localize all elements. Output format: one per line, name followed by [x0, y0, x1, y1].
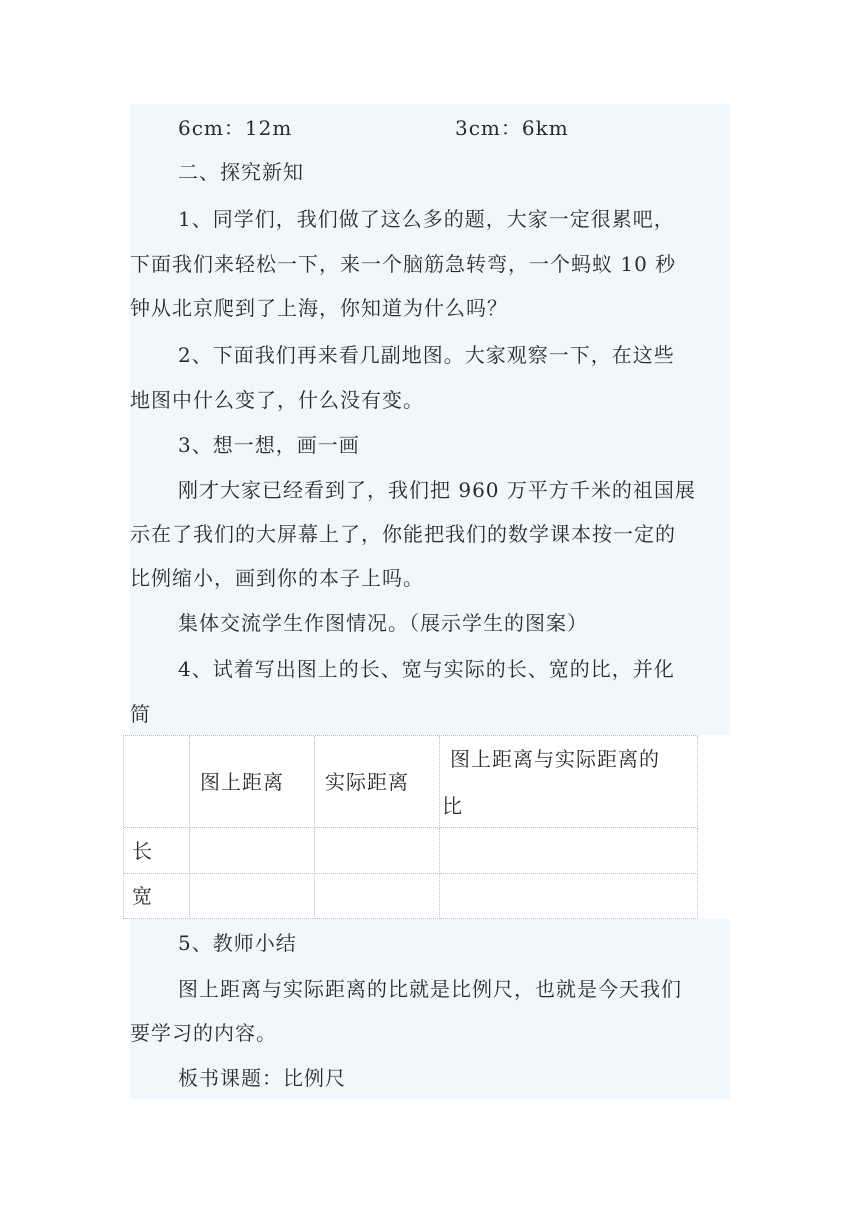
- table-header-ratio: 图上距离与实际距离的 比: [440, 736, 698, 828]
- table-header-actual-distance: 实际距离: [315, 736, 440, 828]
- paragraph-2-line-2: 地图中什么变了，什么没有变。: [130, 388, 424, 412]
- paragraph-6-line-2: 简: [130, 702, 151, 726]
- paragraph-1-line-2: 下面我们来轻松一下，来一个脑筋急转弯，一个蚂蚁 10 秒: [130, 252, 677, 276]
- table-cell: [190, 828, 315, 874]
- text-block-bottom: [130, 919, 730, 1099]
- paragraph-5: 集体交流学生作图情况。（展示学生的图案）: [178, 611, 588, 635]
- paragraph-2-line-1: 2、下面我们再来看几副地图。大家观察一下，在这些: [178, 343, 675, 367]
- paragraph-1-line-1: 1、同学们，我们做了这么多的题，大家一定很累吧，: [178, 207, 675, 231]
- ratio-left: 6cm：12m: [178, 116, 293, 140]
- paragraph-4-line-2: 示在了我们的大屏幕上了，你能把我们的数学课本按一定的: [130, 522, 676, 546]
- paragraph-1-line-3: 钟从北京爬到了上海，你知道为什么吗？: [130, 296, 508, 320]
- paragraph-8-line-2: 要学习的内容。: [130, 1021, 277, 1045]
- section-heading: 二、探究新知: [178, 160, 304, 184]
- table-row-label-length: 长: [124, 828, 190, 874]
- paragraph-6-line-1: 4、试着写出图上的长、宽与实际的长、宽的比，并化: [178, 657, 675, 681]
- paragraph-7: 5、教师小结: [178, 931, 297, 955]
- table-header-empty: [124, 736, 190, 828]
- paragraph-4-line-1: 刚才大家已经看到了，我们把 960 万平方千米的祖国展: [178, 478, 696, 502]
- paragraph-8-line-1: 图上距离与实际距离的比就是比例尺，也就是今天我们: [178, 977, 682, 1001]
- ratio-right: 3cm：6km: [455, 116, 569, 140]
- paragraph-9: 板书课题：比例尺: [178, 1066, 346, 1090]
- text-block-top: [130, 104, 730, 735]
- paragraph-3: 3、想一想，画一画: [178, 433, 360, 457]
- table-cell: [440, 828, 698, 874]
- table-cell: [315, 874, 440, 919]
- ratio-table: [123, 735, 698, 919]
- table-cell: [190, 874, 315, 919]
- table-cell: [440, 874, 698, 919]
- table-row-label-width: 宽: [124, 874, 190, 919]
- table-cell: [315, 828, 440, 874]
- table-header-map-distance: 图上距离: [190, 736, 315, 828]
- paragraph-4-line-3: 比例缩小，画到你的本子上吗。: [130, 566, 424, 590]
